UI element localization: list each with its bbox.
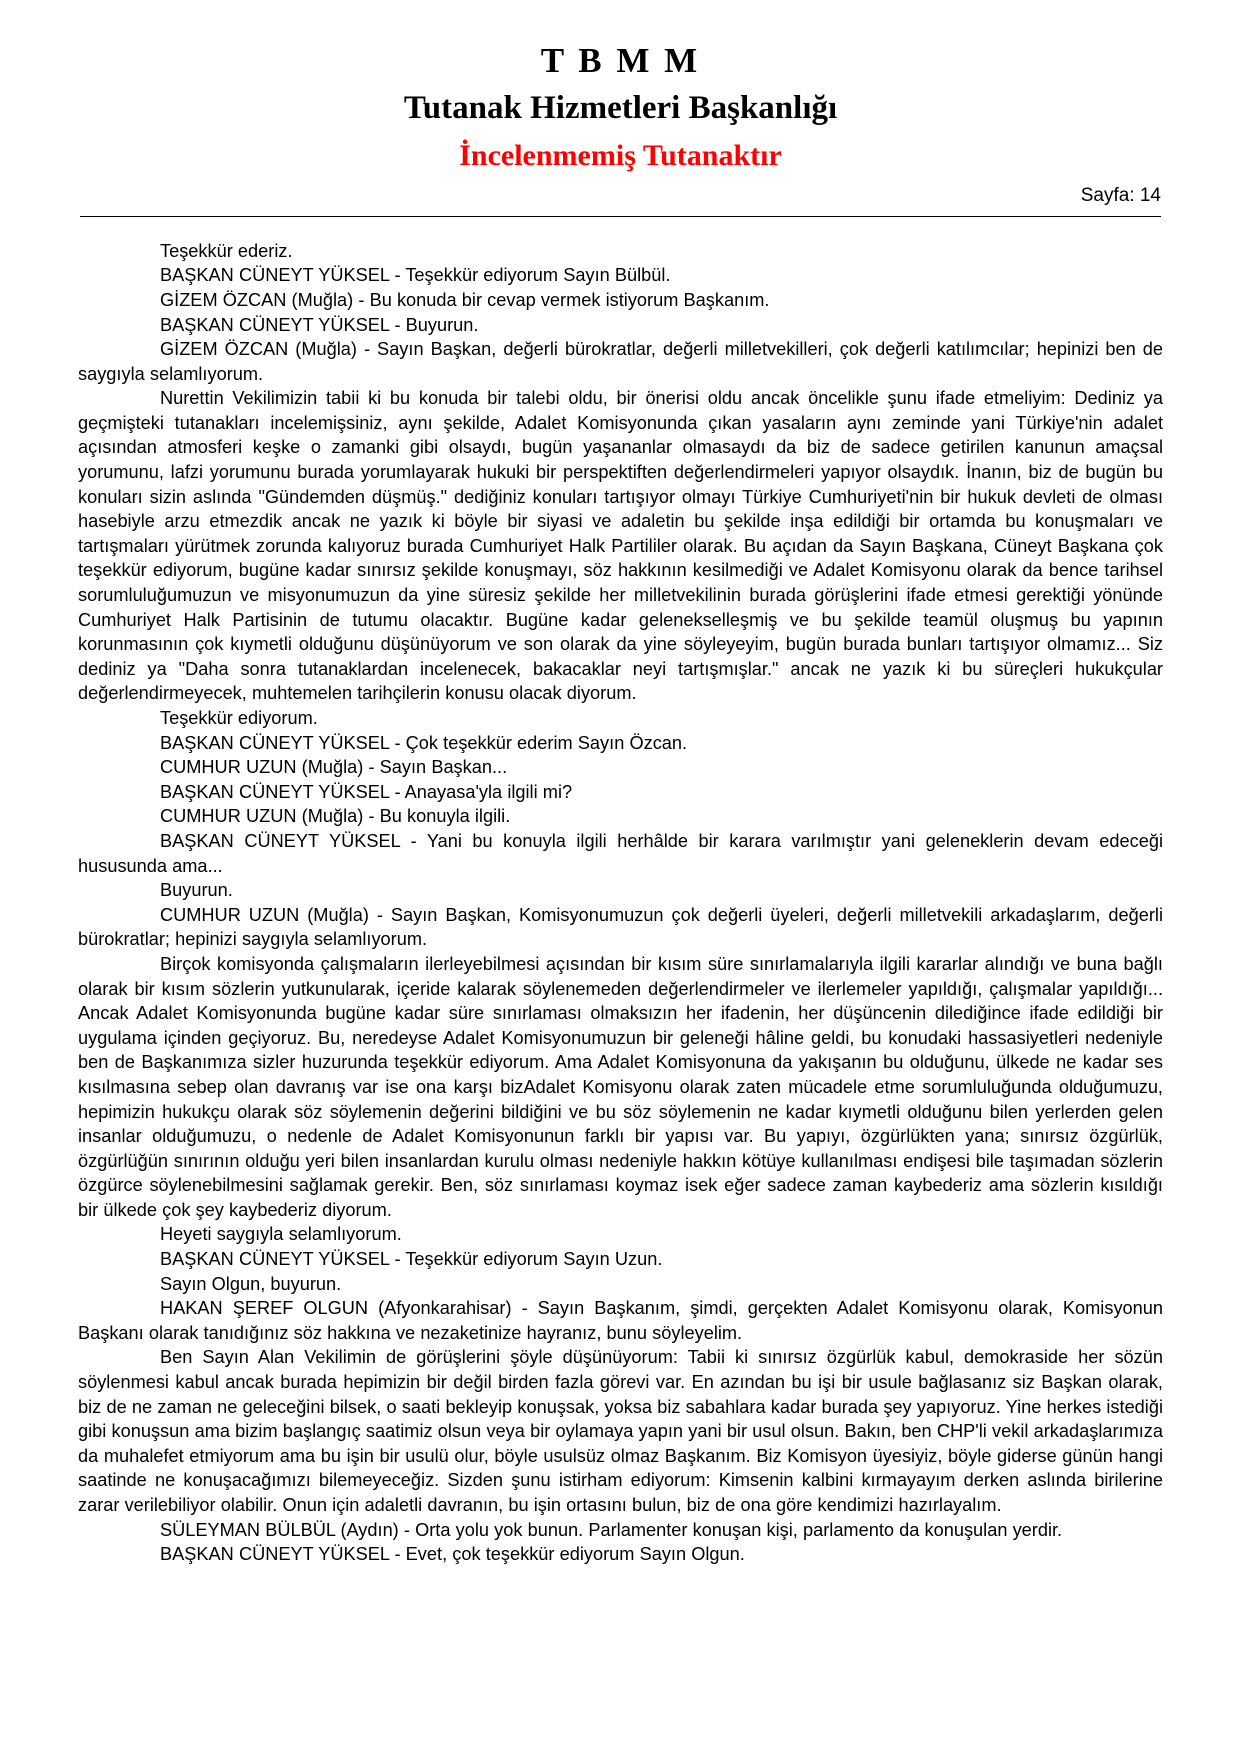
transcript-paragraph: CUMHUR UZUN (Muğla) - Sayın Başkan... (160, 757, 508, 778)
transcript-paragraph: GİZEM ÖZCAN (Muğla) - Bu konuda bir cevap vermek istiyorum Başkanım. (160, 289, 770, 310)
unreviewed-notice: İncelenmemiş Tutanaktır (459, 138, 782, 172)
transcript-paragraph: BAŞKAN CÜNEYT YÜKSEL - Yani bu konuyla ilgili herhâlde bir karara varılmıştır yani geleneklerin devam edeceği hususunda ama... (78, 830, 1163, 876)
transcript-paragraph: BAŞKAN CÜNEYT YÜKSEL - Evet, çok teşekkür ediyorum Sayın Olgun. (160, 1544, 745, 1565)
department-title: Tutanak Hizmetleri Başkanlığı (403, 90, 838, 127)
transcript-paragraph: BAŞKAN CÜNEYT YÜKSEL - Teşekkür ediyorum Sayın Uzun. (160, 1249, 663, 1270)
transcript-paragraph: Ben Sayın Alan Vekilimin de görüşlerini şöyle düşünüyorum: Tabii ki sınırsız özgürlük kabul, demokraside her sözün söylenmesi kabul ancak burada hepimizin bir değil birden fazla görevi var. En azından bu işi bir usule bağlasanız siz Başkan olarak, biz de ne zaman ne geleceğini bilsek, o saati bekleyip konuşsak, yoksa biz sabahlara kadar burada şey yapıyoruz. Yine herkes istediği gibi konuşsun ama bizim başlangıç saatimiz olsun veya bir oylamaya yapın yani bir usul olsun. Bakın, ben CHP'li vekil arkadaşlarımıza da muhalefet etmiyorum ama bu işin bir usulü olur, böyle usulsüz olmaz Başkanım. Biz Komisyon üyesiyiz, böyle giderse günün hangi saatinde ne konuşacağımızı bilemeyeceğiz. Sizden şunu istirham ediyorum: Kimsenin kalbini kırmayayım derken aslında birilerine zarar verilebiliyor olabilir. Onun için adaletli davranın, bu işin ortasını bulun, biz de ona göre kendimizi hazırlayalım. (78, 1347, 1163, 1515)
transcript-paragraph: Teşekkür ediyorum. (160, 708, 318, 728)
transcript-paragraph: BAŞKAN CÜNEYT YÜKSEL - Buyurun. (160, 314, 479, 335)
transcript-paragraph: Buyurun. (160, 880, 233, 901)
transcript-paragraph: Teşekkür ederiz. (160, 240, 293, 261)
page-number-row (0, 175, 1241, 208)
transcript-paragraph: CUMHUR UZUN (Muğla) - Bu konuyla ilgili. (160, 806, 511, 827)
transcript-paragraph: Nurettin Vekilimizin tabii ki bu konuda bir talebi oldu, bir önerisi oldu ancak öncelikle şunu ifade etmeliyim: Dediniz ya geçmişteki tutanakları incelemişsiniz, aynı şekilde, Adalet Komisyonunda çıkan yasaların aynı zeminde yani Türkiye'nin adalet açısından atmosferi keşke o zamanki gibi olsaydı, bugün yaşananlar olmasaydı da biz de sadece getirilen kanunun amaçsal yorumunu, lafzi yorumunu burada yorumlayarak hukuki bir perspektiften değerlendirmeleri yapıyor olsaydık. İnanın, biz de bugün bu konuları sizin aslında "Gündemden düşmüş." dediğiniz konuları tartışıyor olmayı Türkiye Cumhuriyeti'nin bir hukuk devleti de olması hasebiyle arzu etmezdik ancak ne yazık ki böyle bir siyasi ve adaletin bu şekilde inşa edildiği bir ortamda bu konuşmaları ve tartışmaları yürütmek zorunda kalıyoruz burada Cumhuriyet Halk Partililer olarak. Bu açıdan da Sayın Başkana, Cüneyt Başkana çok teşekkür ediyorum, bugüne kadar sınırsız şekilde konuşmayı, söz hakkının kesilmediği ve Adalet Komisyonu olarak da bence tarihsel sorumluluğumuzun ve misyonumuzun da yine süresiz şekilde her milletvekilinin burada görüşlerini ifade etmesi gerektiği yönünde Cumhuriyet Halk Partisinin de tutumu olacaktır. Bugüne kadar gelenekselleşmiş ve bu şekilde teamül oluşmuş bu yapının korunmasının çok kıymetli olduğunu düşünüyorum ve son olarak da yine söyleyeyim, bugün burada bunları tartışıyor olmamız... Siz dediniz ya "Daha sonra tutanaklardan incelenecek, bakacaklar neyi tartışmışlar." ancak ne yazık ki bu süreçleri hukukçular değerlendirmeyecek, muhtemelen tarihçilerin konusu olacak diyorum. (78, 388, 1163, 704)
page-number-label: Sayfa: 14 (1080, 184, 1161, 206)
institution-title: T B M M (540, 41, 701, 80)
transcript-paragraph: CUMHUR UZUN (Muğla) - Sayın Başkan, Komisyonumuzun çok değerli üyeleri, değerli milletvekili arkadaşlarım, değerli bürokratlar; hepinizi saygıyla selamlıyorum. (78, 904, 1163, 950)
transcript-paragraph: Heyeti saygıyla selamlıyorum. (160, 1224, 402, 1245)
transcript-paragraph: BAŞKAN CÜNEYT YÜKSEL - Çok teşekkür ederim Sayın Özcan. (160, 732, 688, 753)
transcript-body (0, 217, 1241, 1607)
transcript-paragraph: Sayın Olgun, buyurun. (160, 1273, 342, 1294)
transcript-paragraph: GİZEM ÖZCAN (Muğla) - Sayın Başkan, değerli bürokratlar, değerli milletvekilleri, çok değerli katılımcılar; hepinizi ben de saygıyla selamlıyorum. (78, 339, 1163, 384)
transcript-paragraph: BAŞKAN CÜNEYT YÜKSEL - Teşekkür ediyorum Sayın Bülbül. (160, 265, 671, 286)
transcript-paragraph: Birçok komisyonda çalışmaların ilerleyebilmesi açısından bir kısım süre sınırlamalarıyla ilgili kararlar alındığı ve buna bağlı olarak bir kısım sözlerin yutkunularak, içeride kalarak söylenemeden değerlendirmeler ve ilerlemeler yapıldığı, çalışmalar yapıldığı... Ancak Adalet Komisyonunda bugüne kadar süre sınırlaması olmaksızın her ifadenin, her düşüncenin dilediğince ifade edildiği bir uygulama içinden geçiyoruz. Bu, neredeyse Adalet Komisyonumuzun bir geleneği hâline geldi, bu konudaki hassasiyetleri nedeniyle ben de Başkanımıza sizler huzurunda teşekkür ediyorum. Ama Adalet Komisyonuna da yakışanın bu olduğunu, ülkede ne kadar ses kısılmasına sebep olan davranış var ise ona karşı bizAdalet Komisyonu olarak zaten mücadele etme sorumluluğunda olduğumuzu, hepimizin hukukçu olarak söz söylemenin değerini bildiğini ve bu söz söylemenin ne kadar kıymetli olduğunu bilen yerlerden gelen insanlar olduğumuzu, o nedenle de Adalet Komisyonunun farklı bir yapısı var. Bu yapıyı, özgürlükten yana; sınırsız özgürlük, özgürlüğün sınırının olduğu yeri bilen insanlardan kurulu olması nedeniyle hakkın kötüye kullanılması endişesi bile taşımadan sözlerin özgürce söylenebilmesini sağlamak gerekir. Ben, söz sınırlaması koymaz isek eğer sadece zaman kaybederiz ama sözlerin kısıldığı bir ülkede çok şey kaybederiz diyorum. (78, 953, 1163, 1220)
transcript-paragraph: SÜLEYMAN BÜLBÜL (Aydın) - Orta yolu yok bunun. Parlamenter konuşan kişi, parlamento da konuşulan yerdir. (160, 1519, 1063, 1540)
transcript-paragraph: BAŞKAN CÜNEYT YÜKSEL - Anayasa'yla ilgili mi? (160, 781, 573, 802)
transcript-paragraph: HAKAN ŞEREF OLGUN (Afyonkarahisar) - Sayın Başkanım, şimdi, gerçekten Adalet Komisyonu olarak, Komisyonun Başkanı olarak tanıdığınız söz hakkına ve nezaketinize hayranız, bunu söyleyelim. (78, 1298, 1163, 1343)
document-header (0, 0, 1241, 175)
